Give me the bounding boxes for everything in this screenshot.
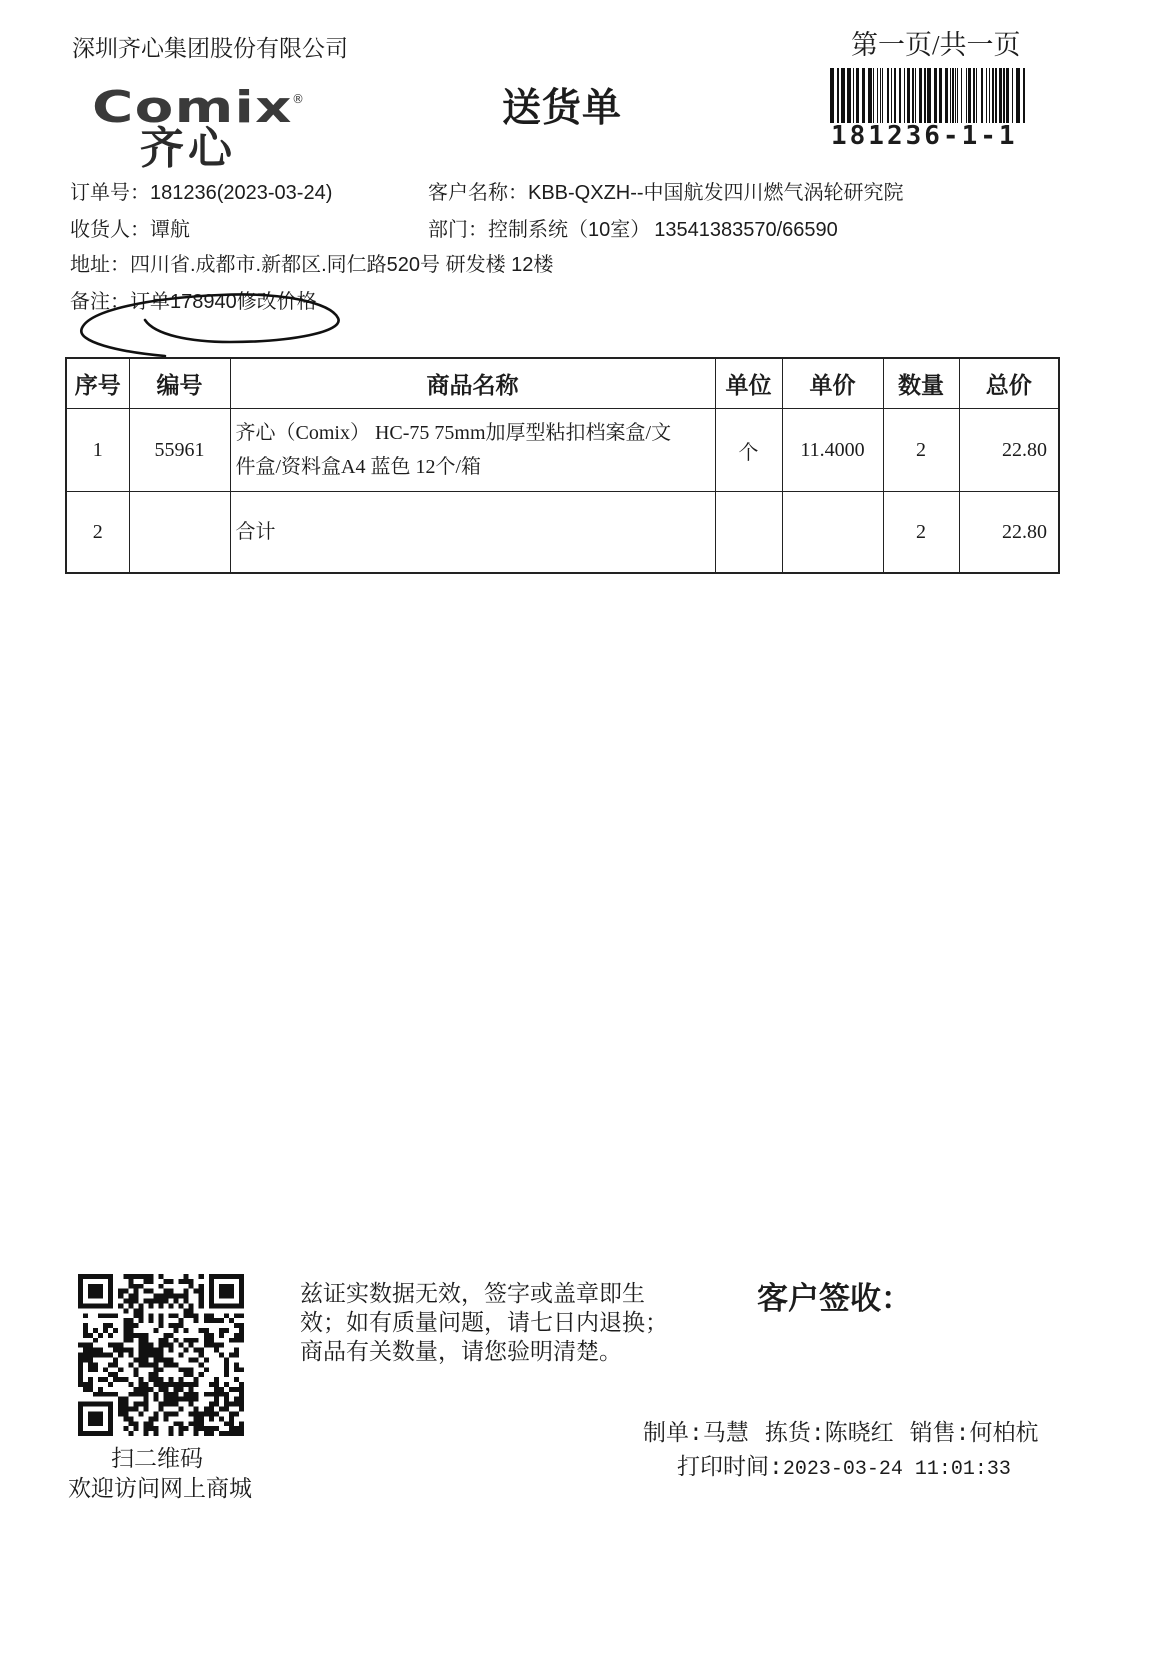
header-unit: 单位 bbox=[715, 358, 782, 409]
staff-line bbox=[643, 1421, 1038, 1449]
header-name: 商品名称 bbox=[230, 358, 715, 409]
header-qty: 数量 bbox=[883, 358, 959, 409]
staff-picker bbox=[765, 1421, 894, 1447]
order-number-row bbox=[70, 181, 332, 205]
print-time bbox=[677, 1455, 1011, 1483]
remark-value: 订单178940修改价格 bbox=[130, 291, 317, 313]
notice-line: 效；如有质量问题，请七日内退换； bbox=[300, 1309, 668, 1335]
customer-label: 客户名称： bbox=[428, 182, 528, 204]
department-phone: 13541383570/66590 bbox=[654, 219, 838, 241]
cell-seq: 2 bbox=[66, 492, 129, 574]
notice-line: 兹证实数据无效，签字或盖章即生 bbox=[300, 1280, 645, 1306]
cell-price bbox=[782, 492, 883, 574]
header-seq: 序号 bbox=[66, 358, 129, 409]
receiver-label: 收货人： bbox=[70, 219, 150, 241]
staff-maker bbox=[643, 1421, 749, 1447]
logo-registered-mark: ® bbox=[292, 92, 304, 106]
header-total: 总价 bbox=[959, 358, 1059, 409]
qr-caption-scan: 扫二维码 bbox=[111, 1446, 203, 1471]
staff-label: 销售: bbox=[909, 1421, 970, 1447]
receiver-value: 谭航 bbox=[150, 219, 190, 241]
customer-sign-label: 客户签收： bbox=[757, 1281, 912, 1317]
notice-text bbox=[300, 1279, 668, 1366]
cell-price: 11.4000 bbox=[782, 409, 883, 492]
address-row bbox=[70, 253, 553, 277]
order-number-value: 181236(2023-03-24) bbox=[150, 182, 333, 204]
address-label: 地址： bbox=[70, 254, 130, 276]
staff-sales bbox=[910, 1421, 1039, 1447]
logo-chinese: 齐心 bbox=[140, 123, 236, 174]
cell-unit bbox=[715, 492, 782, 574]
order-number-label: 订单号： bbox=[70, 182, 150, 204]
staff-label: 制单: bbox=[643, 1421, 703, 1447]
remark-row bbox=[70, 290, 317, 314]
staff-value: 陈晓红 bbox=[824, 1421, 894, 1447]
address-value: 四川省.成都市.新都区.同仁路520号 研发楼 12楼 bbox=[130, 254, 554, 276]
logo-brand: Comix bbox=[92, 82, 293, 133]
page-indicator: 第一页/共一页 bbox=[851, 30, 1021, 60]
header-code: 编号 bbox=[129, 358, 230, 409]
company-name: 深圳齐心集团股份有限公司 bbox=[72, 36, 348, 61]
barcode bbox=[830, 68, 1026, 123]
cell-name: 合计 bbox=[230, 492, 715, 574]
cell-total: 22.80 bbox=[959, 409, 1059, 492]
staff-value: 马慧 bbox=[702, 1421, 749, 1447]
document-title: 送货单 bbox=[502, 87, 623, 130]
cell-code bbox=[129, 492, 230, 574]
department-row bbox=[428, 218, 838, 242]
staff-value: 何柏杭 bbox=[969, 1421, 1039, 1447]
customer-value: KBB-QXZH--中国航发四川燃气涡轮研究院 bbox=[528, 182, 904, 204]
cell-seq: 1 bbox=[66, 409, 129, 492]
cell-code: 55961 bbox=[129, 409, 230, 492]
receiver-row bbox=[70, 218, 190, 242]
qr-code bbox=[78, 1274, 244, 1436]
table-row bbox=[66, 409, 1059, 492]
notice-line: 商品有关数量，请您验明清楚。 bbox=[300, 1338, 622, 1364]
table-header-row bbox=[66, 358, 1059, 409]
cell-qty: 2 bbox=[883, 409, 959, 492]
department-label: 部门： bbox=[428, 219, 488, 241]
comix-logo bbox=[92, 82, 307, 178]
remark-label: 备注： bbox=[70, 291, 130, 313]
barcode-number: 181236-1-1 bbox=[831, 121, 1018, 151]
staff-label: 拣货: bbox=[764, 1421, 825, 1447]
cell-qty: 2 bbox=[883, 492, 959, 574]
cell-name: 齐心（Comix） HC-75 75mm加厚型粘扣档案盒/文件盒/资料盒A4 蓝色 12个/箱 bbox=[230, 409, 715, 492]
table-row-summary bbox=[66, 492, 1059, 574]
cell-unit: 个 bbox=[715, 409, 782, 492]
department-value: 控制系统（10室） bbox=[488, 219, 651, 241]
qr-caption-shop: 欢迎访问网上商城 bbox=[68, 1476, 252, 1501]
goods-table bbox=[65, 357, 1060, 574]
cell-total: 22.80 bbox=[959, 492, 1059, 574]
header-price: 单价 bbox=[782, 358, 883, 409]
print-time-label: 打印时间: bbox=[677, 1455, 783, 1481]
print-time-value: 2023-03-24 11:01:33 bbox=[782, 1458, 1011, 1481]
customer-row bbox=[428, 181, 904, 205]
